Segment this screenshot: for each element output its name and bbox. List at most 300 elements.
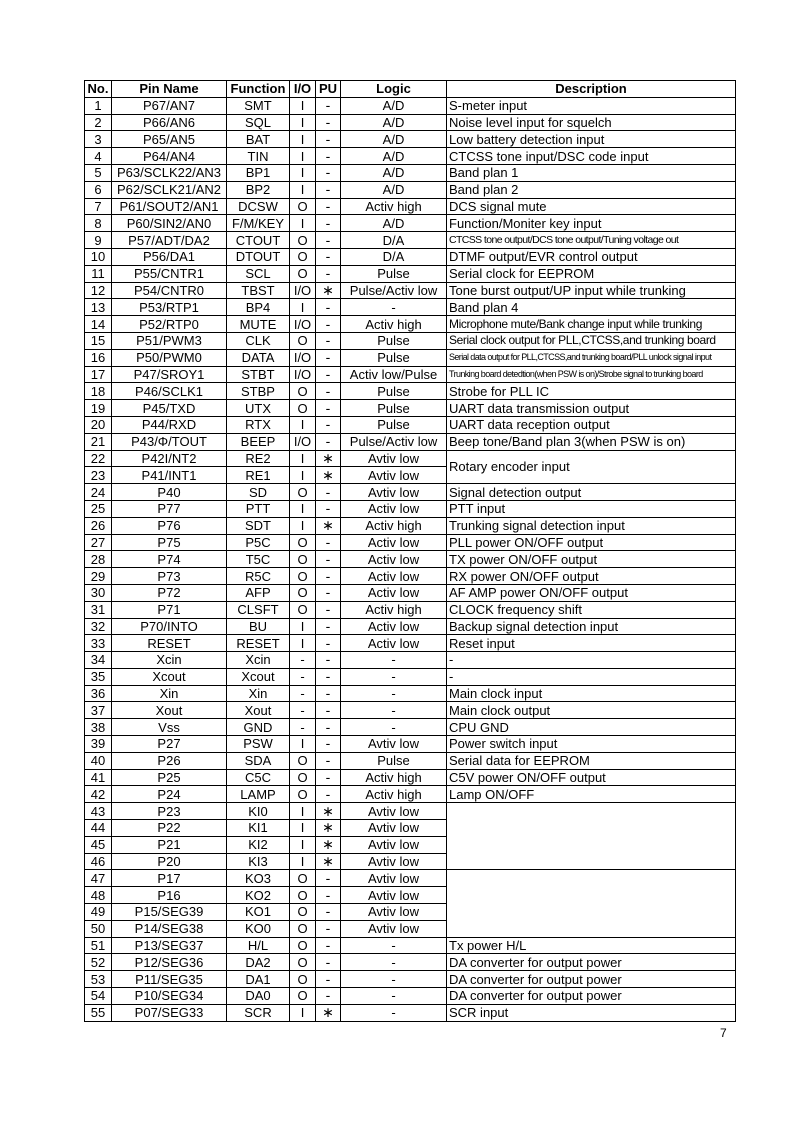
cell-io: I/O	[290, 349, 316, 366]
cell-pin-name: P74	[112, 551, 227, 568]
cell-pin-name: P75	[112, 534, 227, 551]
table-row	[85, 484, 736, 501]
table-row	[85, 400, 736, 417]
cell-function: PSW	[227, 736, 290, 753]
cell-logic: A/D	[341, 97, 447, 114]
cell-pu: -	[316, 484, 341, 501]
cell-pin-name: P45/TXD	[112, 400, 227, 417]
cell-function: Xin	[227, 685, 290, 702]
cell-no: 35	[85, 668, 112, 685]
cell-pu: ∗	[316, 282, 341, 299]
cell-no: 55	[85, 1004, 112, 1021]
cell-logic: -	[341, 719, 447, 736]
cell-function: STBP	[227, 383, 290, 400]
cell-pin-name: P61/SOUT2/AN1	[112, 198, 227, 215]
cell-pu: -	[316, 736, 341, 753]
cell-function: P5C	[227, 534, 290, 551]
cell-io: O	[290, 769, 316, 786]
cell-pin-name: P16	[112, 887, 227, 904]
cell-pu: -	[316, 500, 341, 517]
cell-function: TIN	[227, 148, 290, 165]
cell-function: PTT	[227, 500, 290, 517]
cell-function: BP4	[227, 299, 290, 316]
cell-io: I	[290, 148, 316, 165]
cell-pu: -	[316, 769, 341, 786]
cell-logic: Avtiv low	[341, 820, 447, 837]
table-row	[85, 685, 736, 702]
cell-logic: Pulse	[341, 349, 447, 366]
cell-pin-name: P51/PWM3	[112, 332, 227, 349]
cell-function: CLSFT	[227, 601, 290, 618]
table-row	[85, 265, 736, 282]
cell-no: 38	[85, 719, 112, 736]
cell-pu: -	[316, 971, 341, 988]
table-row	[85, 803, 736, 820]
table-row	[85, 702, 736, 719]
table-row	[85, 215, 736, 232]
table-row	[85, 248, 736, 265]
table-header-row	[85, 81, 736, 98]
cell-io: O	[290, 937, 316, 954]
cell-io: -	[290, 668, 316, 685]
cell-function: DA2	[227, 954, 290, 971]
cell-pu: -	[316, 534, 341, 551]
cell-logic: Avtiv low	[341, 887, 447, 904]
table-row	[85, 299, 736, 316]
cell-no: 8	[85, 215, 112, 232]
table-row	[85, 164, 736, 181]
header-description: Description	[447, 81, 736, 98]
cell-function: R5C	[227, 568, 290, 585]
cell-logic: Pulse	[341, 383, 447, 400]
cell-logic: -	[341, 668, 447, 685]
cell-pu: -	[316, 164, 341, 181]
cell-logic: Avtiv low	[341, 736, 447, 753]
cell-function: SQL	[227, 114, 290, 131]
cell-function: TBST	[227, 282, 290, 299]
table-row	[85, 769, 736, 786]
cell-pin-name: P66/AN6	[112, 114, 227, 131]
cell-pu: -	[316, 584, 341, 601]
cell-pu: -	[316, 786, 341, 803]
cell-io: I	[290, 97, 316, 114]
cell-logic: Activ high	[341, 769, 447, 786]
cell-logic: Avtiv low	[341, 904, 447, 921]
cell-no: 21	[85, 433, 112, 450]
cell-function: SDT	[227, 517, 290, 534]
cell-function: Xout	[227, 702, 290, 719]
cell-no: 27	[85, 534, 112, 551]
cell-pu: -	[316, 601, 341, 618]
table-row	[85, 517, 736, 534]
cell-pu: -	[316, 652, 341, 669]
cell-logic: Pulse/Activ low	[341, 282, 447, 299]
cell-pin-name: P42I/NT2	[112, 450, 227, 467]
cell-pu: -	[316, 332, 341, 349]
cell-io: -	[290, 652, 316, 669]
cell-function: UTX	[227, 400, 290, 417]
cell-no: 10	[85, 248, 112, 265]
cell-logic: Activ low	[341, 635, 447, 652]
table-row	[85, 988, 736, 1005]
cell-io: O	[290, 904, 316, 921]
cell-no: 4	[85, 148, 112, 165]
cell-no: 16	[85, 349, 112, 366]
cell-description: S-meter input	[447, 97, 736, 114]
cell-function: C5C	[227, 769, 290, 786]
cell-io: I/O	[290, 366, 316, 383]
cell-no: 47	[85, 870, 112, 887]
cell-pin-name: RESET	[112, 635, 227, 652]
cell-io: I	[290, 450, 316, 467]
cell-pin-name: P14/SEG38	[112, 920, 227, 937]
table-body	[85, 97, 736, 1021]
cell-description: Trunking signal detection input	[447, 517, 736, 534]
cell-logic: Activ low	[341, 618, 447, 635]
table-row	[85, 719, 736, 736]
cell-function: DA0	[227, 988, 290, 1005]
cell-logic: Avtiv low	[341, 870, 447, 887]
cell-logic: Pulse	[341, 416, 447, 433]
cell-logic: Activ low	[341, 500, 447, 517]
cell-pu: -	[316, 248, 341, 265]
cell-function: CTOUT	[227, 232, 290, 249]
cell-pin-name: P11/SEG35	[112, 971, 227, 988]
cell-no: 1	[85, 97, 112, 114]
table-row	[85, 148, 736, 165]
cell-description: Serial data for EEPROM	[447, 752, 736, 769]
cell-logic: -	[341, 652, 447, 669]
cell-io: I/O	[290, 316, 316, 333]
cell-io: O	[290, 265, 316, 282]
cell-no: 48	[85, 887, 112, 904]
cell-no: 52	[85, 954, 112, 971]
cell-pin-name: P43/Φ/TOUT	[112, 433, 227, 450]
cell-logic: Avtiv low	[341, 920, 447, 937]
cell-description: Beep tone/Band plan 3(when PSW is on)	[447, 433, 736, 450]
cell-io: O	[290, 198, 316, 215]
header-function: Function	[227, 81, 290, 98]
cell-function: KI3	[227, 853, 290, 870]
cell-function: SDA	[227, 752, 290, 769]
cell-logic: -	[341, 1004, 447, 1021]
cell-pin-name: P44/RXD	[112, 416, 227, 433]
cell-function: DATA	[227, 349, 290, 366]
cell-no: 33	[85, 635, 112, 652]
cell-pu: -	[316, 668, 341, 685]
cell-pu: -	[316, 148, 341, 165]
cell-no: 49	[85, 904, 112, 921]
cell-logic: Avtiv low	[341, 467, 447, 484]
cell-pu: -	[316, 937, 341, 954]
table-row	[85, 601, 736, 618]
table-row	[85, 870, 736, 887]
cell-function: KO2	[227, 887, 290, 904]
cell-no: 19	[85, 400, 112, 417]
cell-io: O	[290, 248, 316, 265]
cell-pu: ∗	[316, 836, 341, 853]
cell-logic: A/D	[341, 148, 447, 165]
cell-io: -	[290, 719, 316, 736]
cell-function: AFP	[227, 584, 290, 601]
cell-no: 41	[85, 769, 112, 786]
cell-function: H/L	[227, 937, 290, 954]
cell-logic: -	[341, 299, 447, 316]
cell-pu: -	[316, 299, 341, 316]
cell-logic: D/A	[341, 248, 447, 265]
cell-no: 6	[85, 181, 112, 198]
cell-no: 37	[85, 702, 112, 719]
cell-logic: A/D	[341, 215, 447, 232]
cell-description: Serial clock for EEPROM	[447, 265, 736, 282]
table-row	[85, 652, 736, 669]
cell-description: UART data transmission output	[447, 400, 736, 417]
cell-pin-name: P76	[112, 517, 227, 534]
cell-no: 13	[85, 299, 112, 316]
cell-pin-name: P73	[112, 568, 227, 585]
cell-logic: -	[341, 937, 447, 954]
cell-no: 20	[85, 416, 112, 433]
cell-no: 15	[85, 332, 112, 349]
cell-no: 18	[85, 383, 112, 400]
cell-io: O	[290, 752, 316, 769]
cell-function: GND	[227, 719, 290, 736]
cell-io: I	[290, 820, 316, 837]
cell-logic: -	[341, 988, 447, 1005]
cell-logic: Avtiv low	[341, 450, 447, 467]
cell-pu: -	[316, 988, 341, 1005]
cell-no: 22	[85, 450, 112, 467]
cell-pu: -	[316, 685, 341, 702]
table-row	[85, 937, 736, 954]
cell-io: O	[290, 601, 316, 618]
cell-description: C5V power ON/OFF output	[447, 769, 736, 786]
cell-pu: -	[316, 232, 341, 249]
table-row	[85, 416, 736, 433]
cell-logic: Activ low	[341, 534, 447, 551]
cell-description: Reset input	[447, 635, 736, 652]
cell-no: 9	[85, 232, 112, 249]
table-row	[85, 668, 736, 685]
cell-description: DCS signal mute	[447, 198, 736, 215]
cell-pu: ∗	[316, 853, 341, 870]
cell-io: I	[290, 1004, 316, 1021]
cell-io: O	[290, 870, 316, 887]
cell-pin-name: P20	[112, 853, 227, 870]
cell-pin-name: P22	[112, 820, 227, 837]
cell-description: Function/Moniter key input	[447, 215, 736, 232]
cell-io: O	[290, 584, 316, 601]
cell-function: KO1	[227, 904, 290, 921]
cell-description: -	[447, 668, 736, 685]
cell-description: Band plan 1	[447, 164, 736, 181]
cell-description: Noise level input for squelch	[447, 114, 736, 131]
cell-io: O	[290, 484, 316, 501]
cell-description: PTT input	[447, 500, 736, 517]
cell-no: 25	[85, 500, 112, 517]
cell-no: 14	[85, 316, 112, 333]
cell-io: I	[290, 467, 316, 484]
cell-io: O	[290, 383, 316, 400]
cell-no: 54	[85, 988, 112, 1005]
cell-pu: -	[316, 954, 341, 971]
table-row	[85, 198, 736, 215]
cell-description: UART data reception output	[447, 416, 736, 433]
cell-logic: A/D	[341, 114, 447, 131]
cell-pin-name: P21	[112, 836, 227, 853]
cell-no: 29	[85, 568, 112, 585]
cell-function: SCL	[227, 265, 290, 282]
table-row	[85, 568, 736, 585]
table-row	[85, 181, 736, 198]
cell-description: Serial clock output for PLL,CTCSS,and trunking board	[447, 332, 736, 349]
cell-logic: Avtiv low	[341, 853, 447, 870]
cell-io: I	[290, 416, 316, 433]
cell-pu: -	[316, 752, 341, 769]
cell-function: RE1	[227, 467, 290, 484]
cell-logic: Activ high	[341, 316, 447, 333]
cell-function: RE2	[227, 450, 290, 467]
cell-pin-name: P72	[112, 584, 227, 601]
cell-pu: -	[316, 181, 341, 198]
cell-pu: ∗	[316, 467, 341, 484]
cell-pin-name: P15/SEG39	[112, 904, 227, 921]
cell-description	[447, 870, 736, 937]
cell-no: 5	[85, 164, 112, 181]
cell-pin-name: P24	[112, 786, 227, 803]
cell-io: O	[290, 954, 316, 971]
cell-io: O	[290, 988, 316, 1005]
cell-pin-name: P41/INT1	[112, 467, 227, 484]
pin-function-table	[84, 80, 736, 1022]
cell-pu: -	[316, 366, 341, 383]
cell-function: LAMP	[227, 786, 290, 803]
cell-pin-name: P57/ADT/DA2	[112, 232, 227, 249]
cell-pu: -	[316, 198, 341, 215]
cell-io: I	[290, 131, 316, 148]
cell-no: 50	[85, 920, 112, 937]
cell-logic: A/D	[341, 131, 447, 148]
cell-pin-name: P56/DA1	[112, 248, 227, 265]
cell-function: DA1	[227, 971, 290, 988]
cell-pin-name: P55/CNTR1	[112, 265, 227, 282]
cell-logic: -	[341, 685, 447, 702]
header-pu: PU	[316, 81, 341, 98]
cell-logic: Pulse	[341, 332, 447, 349]
cell-logic: Activ low/Pulse	[341, 366, 447, 383]
cell-pu: -	[316, 131, 341, 148]
cell-no: 45	[85, 836, 112, 853]
cell-no: 39	[85, 736, 112, 753]
cell-logic: Activ low	[341, 568, 447, 585]
cell-pu: ∗	[316, 803, 341, 820]
cell-logic: D/A	[341, 232, 447, 249]
cell-no: 24	[85, 484, 112, 501]
cell-io: I	[290, 164, 316, 181]
cell-function: F/M/KEY	[227, 215, 290, 232]
cell-pin-name: Xin	[112, 685, 227, 702]
cell-pin-name: Xcin	[112, 652, 227, 669]
cell-description: DTMF output/EVR control output	[447, 248, 736, 265]
table-row	[85, 433, 736, 450]
cell-description: CTCSS tone input/DSC code input	[447, 148, 736, 165]
table-row	[85, 450, 736, 467]
cell-logic: Pulse	[341, 752, 447, 769]
cell-description: RX power ON/OFF output	[447, 568, 736, 585]
cell-io: O	[290, 971, 316, 988]
cell-pin-name: P60/SIN2/AN0	[112, 215, 227, 232]
cell-function: KI0	[227, 803, 290, 820]
cell-logic: Activ low	[341, 584, 447, 601]
cell-no: 31	[85, 601, 112, 618]
cell-pu: ∗	[316, 820, 341, 837]
cell-pin-name: P54/CNTR0	[112, 282, 227, 299]
cell-description: Main clock output	[447, 702, 736, 719]
cell-function: KI2	[227, 836, 290, 853]
cell-pin-name: P77	[112, 500, 227, 517]
cell-function: RTX	[227, 416, 290, 433]
cell-logic: Activ high	[341, 198, 447, 215]
table-row	[85, 232, 736, 249]
cell-pu: -	[316, 97, 341, 114]
cell-no: 36	[85, 685, 112, 702]
cell-pin-name: P50/PWM0	[112, 349, 227, 366]
cell-function: CLK	[227, 332, 290, 349]
table-row	[85, 551, 736, 568]
table-row	[85, 534, 736, 551]
cell-logic: -	[341, 971, 447, 988]
cell-pin-name: P65/AN5	[112, 131, 227, 148]
cell-function: BAT	[227, 131, 290, 148]
cell-logic: Avtiv low	[341, 836, 447, 853]
cell-pu: -	[316, 719, 341, 736]
cell-pin-name: P63/SCLK22/AN3	[112, 164, 227, 181]
cell-io: O	[290, 400, 316, 417]
cell-function: T5C	[227, 551, 290, 568]
cell-description: PLL power ON/OFF output	[447, 534, 736, 551]
cell-logic: A/D	[341, 164, 447, 181]
cell-pu: -	[316, 568, 341, 585]
cell-no: 23	[85, 467, 112, 484]
cell-pu: -	[316, 702, 341, 719]
cell-pin-name: P27	[112, 736, 227, 753]
table-row	[85, 618, 736, 635]
cell-io: I	[290, 181, 316, 198]
cell-function: KO3	[227, 870, 290, 887]
cell-description: Trunking board detedtion(when PSW is on)/Strobe signal to trunking board	[447, 366, 736, 383]
cell-pin-name: Vss	[112, 719, 227, 736]
cell-logic: Pulse	[341, 265, 447, 282]
cell-no: 51	[85, 937, 112, 954]
cell-no: 12	[85, 282, 112, 299]
cell-logic: -	[341, 702, 447, 719]
cell-io: O	[290, 534, 316, 551]
cell-logic: Pulse	[341, 400, 447, 417]
cell-io: O	[290, 786, 316, 803]
cell-description: Power switch input	[447, 736, 736, 753]
cell-pu: ∗	[316, 1004, 341, 1021]
cell-pu: -	[316, 618, 341, 635]
cell-description: Serial data output for PLL,CTCSS,and trunking board/PLL unlock signal input	[447, 349, 736, 366]
cell-pu: -	[316, 316, 341, 333]
cell-io: I	[290, 517, 316, 534]
header-pin-name: Pin Name	[112, 81, 227, 98]
cell-logic: A/D	[341, 181, 447, 198]
table-row	[85, 97, 736, 114]
table-row	[85, 786, 736, 803]
cell-description: CPU GND	[447, 719, 736, 736]
cell-pin-name: Xout	[112, 702, 227, 719]
